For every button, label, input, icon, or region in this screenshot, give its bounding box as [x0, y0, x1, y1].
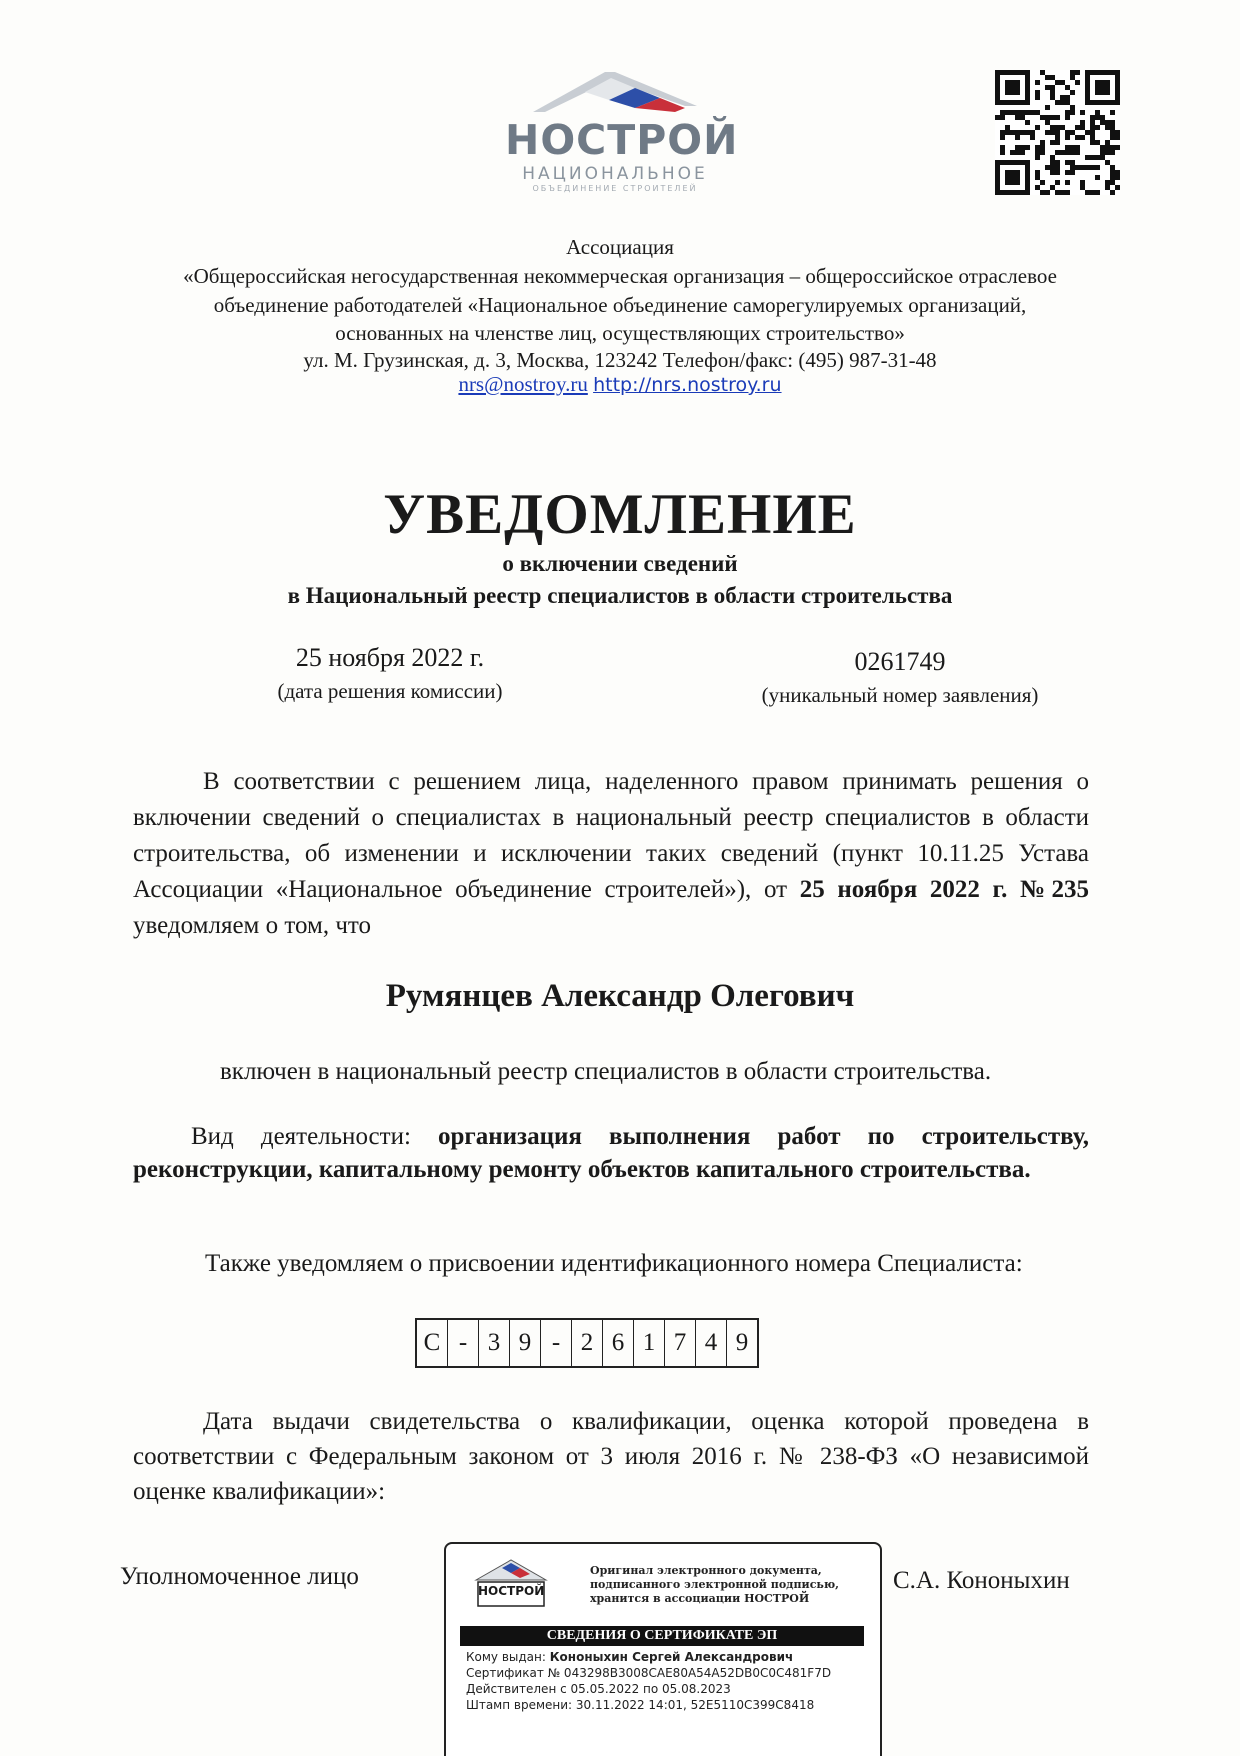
electronic-signature-stamp: [444, 1542, 882, 1756]
logo-line1: НАЦИОНАЛЬНОЕ: [522, 164, 708, 184]
stamp-issued-line: [466, 1649, 866, 1665]
stamp-timestamp: Штамп времени: 30.11.2022 14:01, 52E5110C399C8418: [466, 1698, 815, 1712]
stamp-certificate: Сертификат № 043298B3008CAE80A54A52DB0C0C481F7D: [466, 1666, 832, 1680]
decision-date: 25 ноября 2022 г.: [295, 643, 485, 672]
roof-flag-icon: [525, 66, 705, 118]
id-intro: Также уведомляем о присвоении идентификационного номера Специалиста:: [205, 1250, 1023, 1277]
decision-date-block: [240, 643, 540, 704]
person-name: Румянцев Александр Олегович: [385, 978, 855, 1014]
id-char-cell: -: [541, 1320, 572, 1366]
subtitle-line2: в Национальный реестр специалистов в области строительства: [287, 583, 953, 608]
id-char-cell: 2: [572, 1320, 603, 1366]
stamp-logo: [472, 1558, 550, 1612]
header-line2: «Общероссийская негосударственная некоммерческая организация – общероссийское отраслевое: [183, 264, 1057, 288]
id-char-cell: 9: [735, 1329, 749, 1356]
id-char-cell: 9: [510, 1320, 541, 1366]
intro-tail: уведомляем о том, что: [133, 912, 371, 939]
application-number-caption: (уникальный номер заявления): [761, 683, 1039, 707]
id-char-cell: 4: [696, 1320, 727, 1366]
header-line4: основанных на членстве лиц, осуществляющих строительство»: [335, 321, 905, 345]
signatory-label: Уполномоченное лицо: [120, 1563, 359, 1590]
application-number: 0261749: [854, 647, 946, 676]
id-char-cell: 6: [603, 1320, 634, 1366]
subtitle-line1: о включении сведений: [502, 551, 738, 576]
stamp-issued-to: Кононыхин Сергей Александрович: [549, 1650, 794, 1664]
intro-paragraph: [133, 764, 1089, 944]
id-char-cell: 1: [634, 1320, 665, 1366]
decision-date-caption: (дата решения комиссии): [277, 679, 503, 703]
specialist-id: [415, 1318, 759, 1368]
included-statement: включен в национальный реестр специалистов в области строительства.: [220, 1058, 992, 1085]
qualification-paragraph: Дата выдачи свидетельства о квалификации, оценка которой проведена в соответствии с Федеральным законом от 3 июля 2016 г. № 238-ФЗ «О независимой оценке квалификации»:: [133, 1408, 1089, 1505]
stamp-logo-text: НОСТРОЙ: [478, 1584, 545, 1598]
header-association: Ассоциация: [566, 235, 674, 259]
website-link[interactable]: http://nrs.nostroy.ru: [593, 374, 782, 396]
header-address: ул. М. Грузинская, д. 3, Москва, 123242 Телефон/факс: (495) 987-31-48: [303, 348, 937, 372]
nostroy-logo: [505, 66, 739, 196]
header-links: [120, 372, 1120, 397]
logo-name: НОСТРОЙ: [505, 116, 739, 164]
header-line3: объединение работодателей «Национальное объединение саморегулируемых организаций,: [213, 293, 1027, 317]
stamp-validity: Действителен с 05.05.2022 по 05.08.2023: [466, 1682, 731, 1696]
activity-value: организация выполнения работ по строительству, реконструкции, капитальному ремонту объектов капитального строительства.: [133, 1123, 1089, 1183]
signatory-name: С.А. Кононыхин: [893, 1567, 1070, 1594]
application-number-block: [740, 647, 1060, 708]
email-link[interactable]: nrs@nostroy.ru: [458, 372, 588, 396]
intro-text: В соответствии с решением лица, наделенного правом принимать решения о включении сведений о специалистах в национальный реестр специалистов в области строительства, об изменении и исключении таких сведений (пункт 10.11.25 Устава Ассоциации «Национальное объединение строителей»), от: [133, 768, 1089, 903]
activity-label: Вид деятельности:: [191, 1123, 438, 1150]
stamp-issued-label: Кому выдан:: [466, 1650, 550, 1664]
id-char-cell: 3: [479, 1320, 510, 1366]
stamp-note: Оригинал электронного документа, подписанного электронной подписью, хранится в ассоциации НОСТРОЙ: [590, 1564, 839, 1605]
intro-decision-ref: 25 ноября 2022 г. №235: [799, 876, 1089, 903]
qr-code: [995, 70, 1120, 195]
id-char-cell: С: [417, 1320, 448, 1366]
id-char-cell: -: [448, 1320, 479, 1366]
stamp-details: [466, 1649, 866, 1713]
activity-paragraph: [133, 1120, 1089, 1186]
id-char-cell: 7: [665, 1320, 696, 1366]
document-title: УВЕДОМЛЕНИЕ: [383, 483, 857, 546]
stamp-bar: СВЕДЕНИЯ О СЕРТИФИКАТЕ ЭП: [460, 1626, 864, 1646]
logo-line2: ОБЪЕДИНЕНИЕ СТРОИТЕЛЕЙ: [532, 184, 698, 193]
